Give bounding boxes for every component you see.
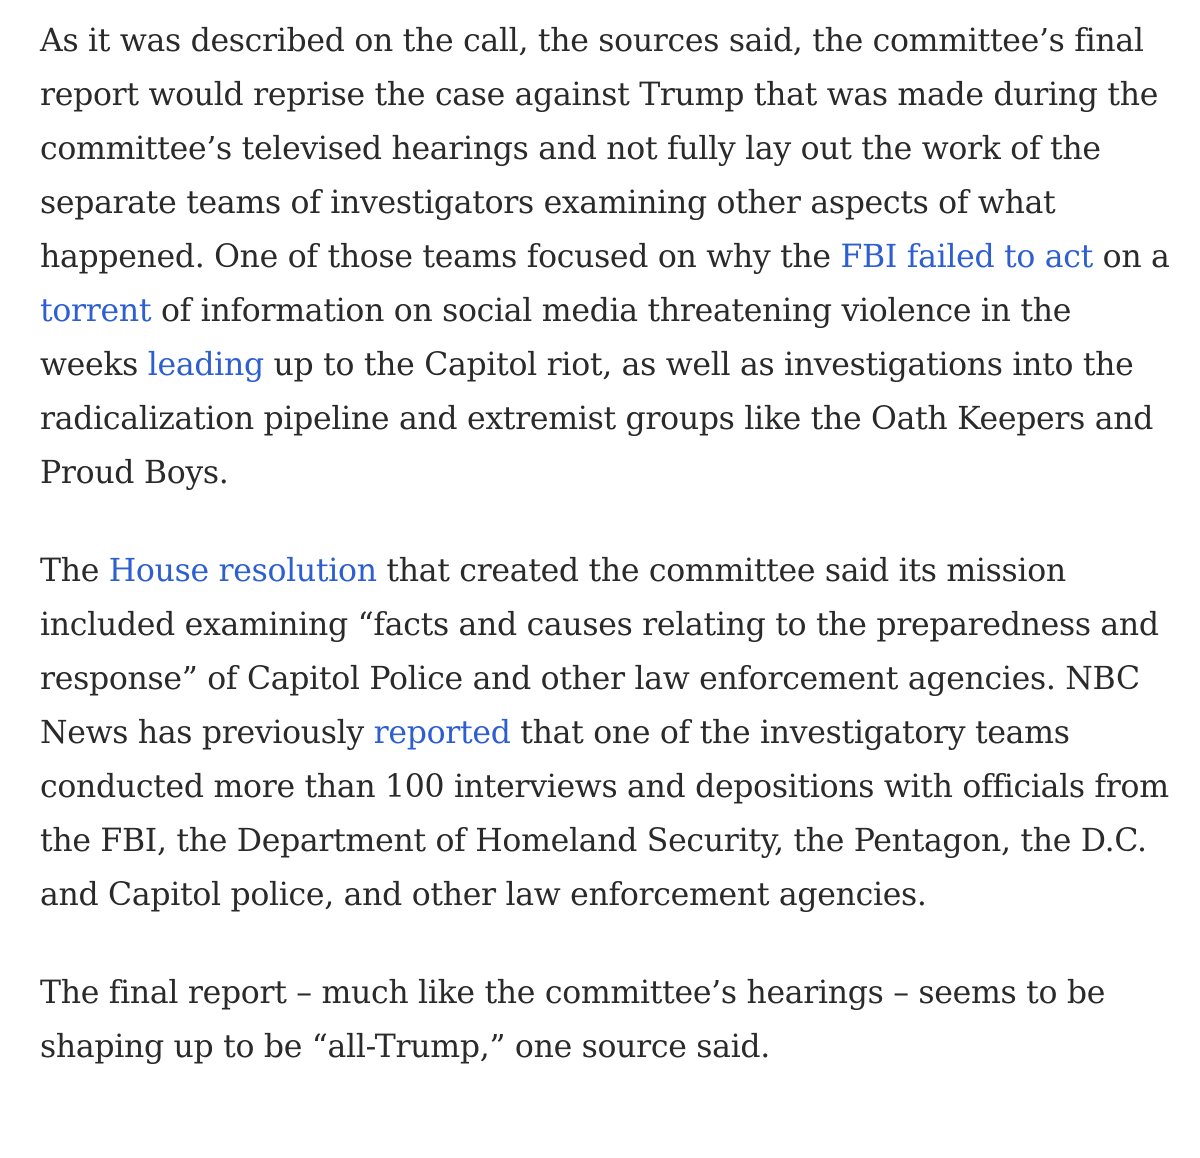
text-segment: on a: [1092, 239, 1170, 275]
link-fbi-failed-to-act[interactable]: FBI failed to act: [840, 239, 1093, 275]
text-segment: up to the Capitol riot, as well as investigations into the radicalization pipeline and extremist groups like the Oath Keepers and Proud Boys.: [40, 347, 1154, 491]
link-house-resolution[interactable]: House resolution: [108, 553, 377, 589]
link-leading[interactable]: leading: [147, 347, 264, 383]
link-reported[interactable]: reported: [373, 715, 511, 751]
text-segment: that one of the investigatory teams conducted more than 100 interviews and depositions with officials from the FBI, the Department of Homeland Security, the Pentagon, the D.C. and Capitol police, and other law enforcement agencies.: [40, 715, 1169, 913]
text-segment: that created the committee said its mission included examining “facts and causes relating to the preparedness and response” of Capitol Police and other law enforcement agencies. NBC News has previously: [40, 553, 1159, 751]
paragraph-3: [40, 966, 1170, 1074]
paragraph-1: [40, 14, 1170, 500]
text-segment: The: [40, 553, 109, 589]
text-segment: of information on social media threatening violence in the weeks: [40, 293, 1072, 383]
paragraph-2: [40, 544, 1170, 922]
article-body: [40, 14, 1170, 1074]
text-segment: As it was described on the call, the sources said, the committee’s final report would reprise the case against Trump that was made during the committee’s televised hearings and not fully lay out the work of the separate teams of investigators examining other aspects of what happened. One of those teams focused on why the: [40, 23, 1159, 275]
link-torrent[interactable]: torrent: [40, 293, 152, 329]
text-segment: The final report – much like the committee’s hearings – seems to be shaping up to be “all-Trump,” one source said.: [40, 975, 1106, 1065]
